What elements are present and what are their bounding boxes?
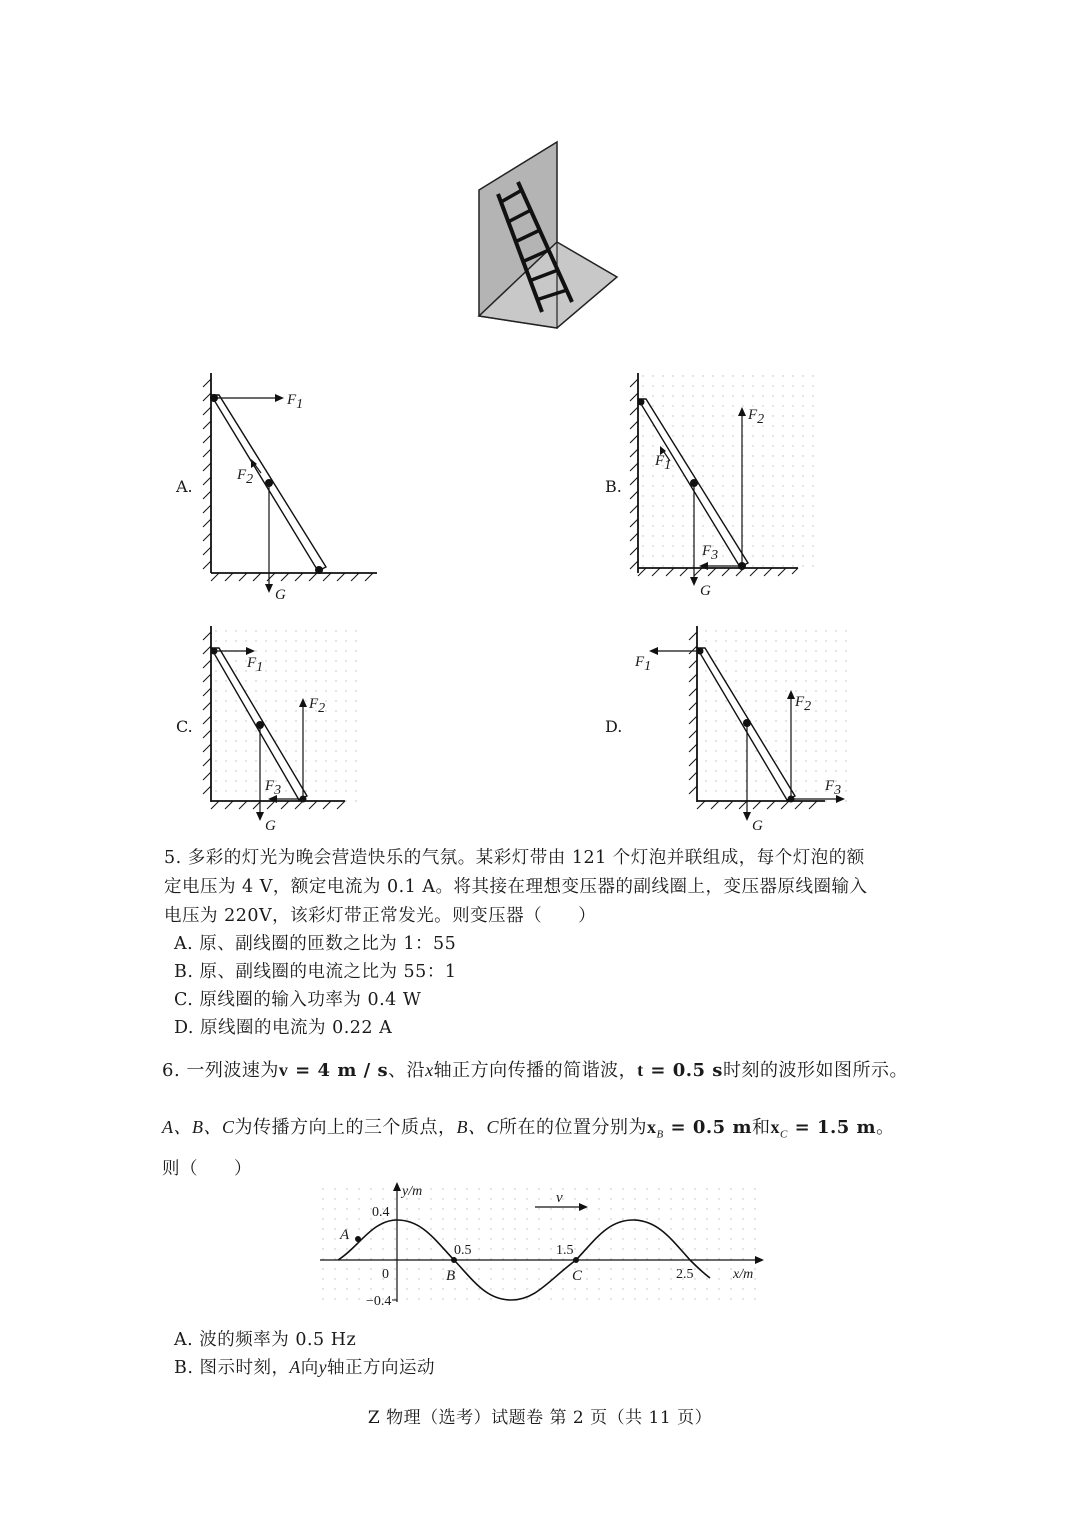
q6-stem-line2: A、B、C为传播方向上的三个质点，B、C所在的位置分别为$x_B = 0.5$ m和$x_C = 1.5$ m。: [162, 1117, 895, 1141]
q5-option-a: A. 原、副线圈的匝数之比为 1：55: [174, 934, 457, 954]
point-a-label: A: [340, 1227, 350, 1243]
ladder-3d-figure: [470, 140, 630, 350]
amplitude-positive-label: 0.4: [372, 1205, 390, 1220]
q6-stem-line3: 则（ ）: [162, 1159, 252, 1179]
x-tick-0-5: 0.5: [454, 1243, 472, 1258]
force-diagram-a: [195, 365, 395, 605]
force-f1-label: F1: [287, 392, 304, 412]
force-diagram-d: [625, 620, 850, 835]
force-f2-label: F2: [795, 694, 812, 714]
force-f1-label: F1: [247, 655, 264, 675]
force-f2-label: F2: [237, 467, 254, 487]
force-f1-label: F1: [635, 654, 652, 674]
q5-option-c: C. 原线圈的输入功率为 0.4 W: [174, 990, 422, 1010]
x-axis-label: x/m: [733, 1267, 754, 1282]
y-axis-label: y/m: [402, 1184, 423, 1199]
option-a-label: A.: [176, 477, 193, 496]
force-f2-label: F2: [309, 696, 326, 716]
q6-stem-line1: 6. 一列波速为v = 4 m / s、沿x轴正方向传播的简谐波，t = 0.5 s时刻的波形如图所示。: [162, 1060, 908, 1081]
wave-graph: [310, 1178, 770, 1313]
force-f3-label: F3: [702, 543, 719, 563]
q5-stem-line3: 电压为 220V，该彩灯带正常发光。则变压器（ ）: [164, 906, 597, 926]
force-f3-label: F3: [265, 778, 282, 798]
amplitude-negative-label: −0.4: [366, 1294, 392, 1309]
gravity-g-label: G: [752, 818, 763, 834]
page-footer: Z 物理（选考）试题卷 第 2 页（共 11 页）: [367, 1408, 713, 1428]
gravity-g-label: G: [265, 818, 276, 834]
velocity-label: v: [556, 1190, 563, 1206]
option-c-label: C.: [176, 717, 193, 736]
x-tick-2-5: 2.5: [676, 1267, 694, 1282]
q5-option-b: B. 原、副线圈的电流之比为 55：1: [174, 962, 457, 982]
point-b-label: B: [446, 1268, 456, 1284]
force-f1-label: F1: [655, 453, 672, 473]
force-f2-label: F2: [748, 407, 765, 427]
force-diagram-c: [195, 620, 365, 835]
force-diagram-b: [622, 365, 822, 605]
point-c-label: C: [572, 1268, 583, 1284]
q5-stem-line2: 定电压为 4 V，额定电流为 0.1 A。将其接在理想变压器的副线圈上，变压器原线圈输入: [164, 877, 868, 897]
gravity-g-label: G: [275, 587, 286, 603]
q5-option-d: D. 原线圈的电流为 0.22 A: [174, 1018, 393, 1038]
origin-label: 0: [382, 1267, 389, 1282]
x-tick-1-5: 1.5: [556, 1243, 574, 1258]
q5-stem-line1: 5. 多彩的灯光为晚会营造快乐的气氛。某彩灯带由 121 个灯泡并联组成，每个灯泡的额: [164, 848, 865, 868]
option-d-label: D.: [605, 717, 623, 736]
q6-option-b: B. 图示时刻，A向y轴正方向运动: [174, 1357, 435, 1378]
gravity-g-label: G: [700, 583, 711, 599]
option-b-label: B.: [605, 477, 622, 496]
force-f3-label: F3: [825, 778, 842, 798]
q6-option-a: A. 波的频率为 0.5 Hz: [174, 1330, 357, 1350]
